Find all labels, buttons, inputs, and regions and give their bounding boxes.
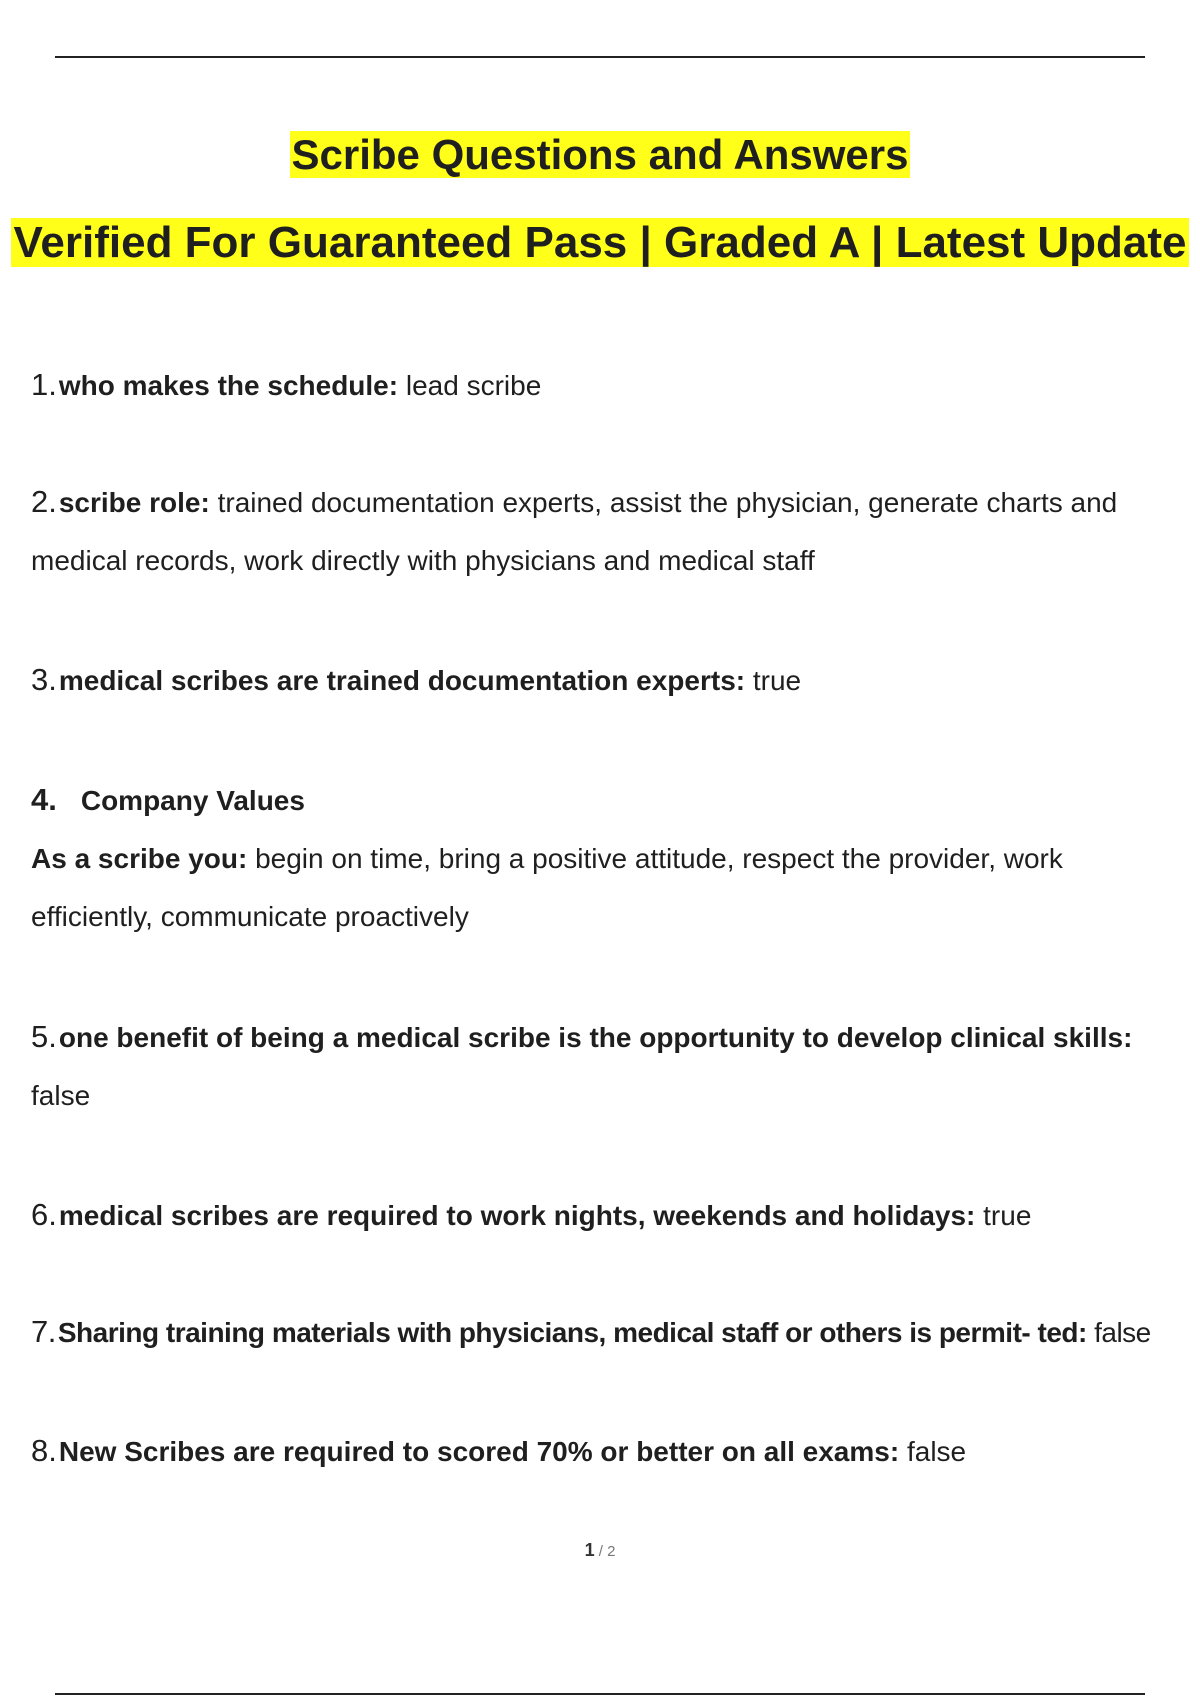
document-title xyxy=(0,125,1200,185)
item-number: 6. xyxy=(31,1197,57,1232)
page-indicator xyxy=(0,1540,1200,1561)
qa-item-1 xyxy=(31,356,1181,415)
document-subtitle xyxy=(0,213,1200,273)
qa-item-4 xyxy=(31,771,1181,946)
question-text: scribe role: xyxy=(58,487,210,518)
answer-text: false xyxy=(31,1080,91,1111)
heading-text: Company Values xyxy=(80,785,305,816)
item-number: 8. xyxy=(31,1433,57,1468)
item-number: 1. xyxy=(31,367,57,402)
qa-item-6 xyxy=(31,1186,1181,1245)
answer-text: true xyxy=(745,665,802,696)
answer-text: begin on time, bring a positive attitude, respect the provider, work efficiently, communicate proactively xyxy=(31,843,1063,932)
total-pages: / 2 xyxy=(594,1543,616,1560)
answer-text: true xyxy=(975,1200,1032,1231)
title-highlight: Scribe Questions and Answers xyxy=(291,131,909,178)
qa-item-7 xyxy=(31,1303,1181,1362)
subtitle-highlight: Verified For Guaranteed Pass | Graded A | Latest Update xyxy=(13,218,1187,267)
bottom-divider xyxy=(55,1693,1145,1695)
current-page: 1 xyxy=(584,1540,595,1560)
question-text: medical scribes are required to work nights, weekends and holidays: xyxy=(58,1200,976,1231)
item-number: 7. xyxy=(31,1314,56,1349)
answer-text: lead scribe xyxy=(398,370,542,401)
item-number: 2. xyxy=(31,484,57,519)
question-text: medical scribes are trained documentation experts: xyxy=(58,665,746,696)
section-body xyxy=(31,830,1181,946)
qa-item-5 xyxy=(31,1008,1181,1125)
item-number: 4. xyxy=(31,782,57,817)
answer-text: false xyxy=(1086,1317,1151,1348)
question-text: Sharing training materials with physicians, medical staff or others is permit- ted: xyxy=(57,1317,1087,1348)
answer-text: trained documentation experts, assist the physician, generate charts and medical records, work directly with physicians and medical staff xyxy=(31,487,1118,576)
question-text: As a scribe you: xyxy=(31,843,248,874)
top-divider xyxy=(55,56,1145,58)
qa-item-8 xyxy=(31,1422,1181,1481)
item-number: 3. xyxy=(31,662,57,697)
question-text: one benefit of being a medical scribe is the opportunity to develop clinical skills: xyxy=(58,1022,1133,1053)
section-heading xyxy=(31,771,1181,830)
question-text: who makes the schedule: xyxy=(58,370,399,401)
qa-item-3 xyxy=(31,651,1181,710)
question-text: New Scribes are required to scored 70% or better on all exams: xyxy=(58,1436,900,1467)
answer-text: false xyxy=(899,1436,967,1467)
qa-item-2 xyxy=(31,473,1181,590)
item-number: 5. xyxy=(31,1019,57,1054)
